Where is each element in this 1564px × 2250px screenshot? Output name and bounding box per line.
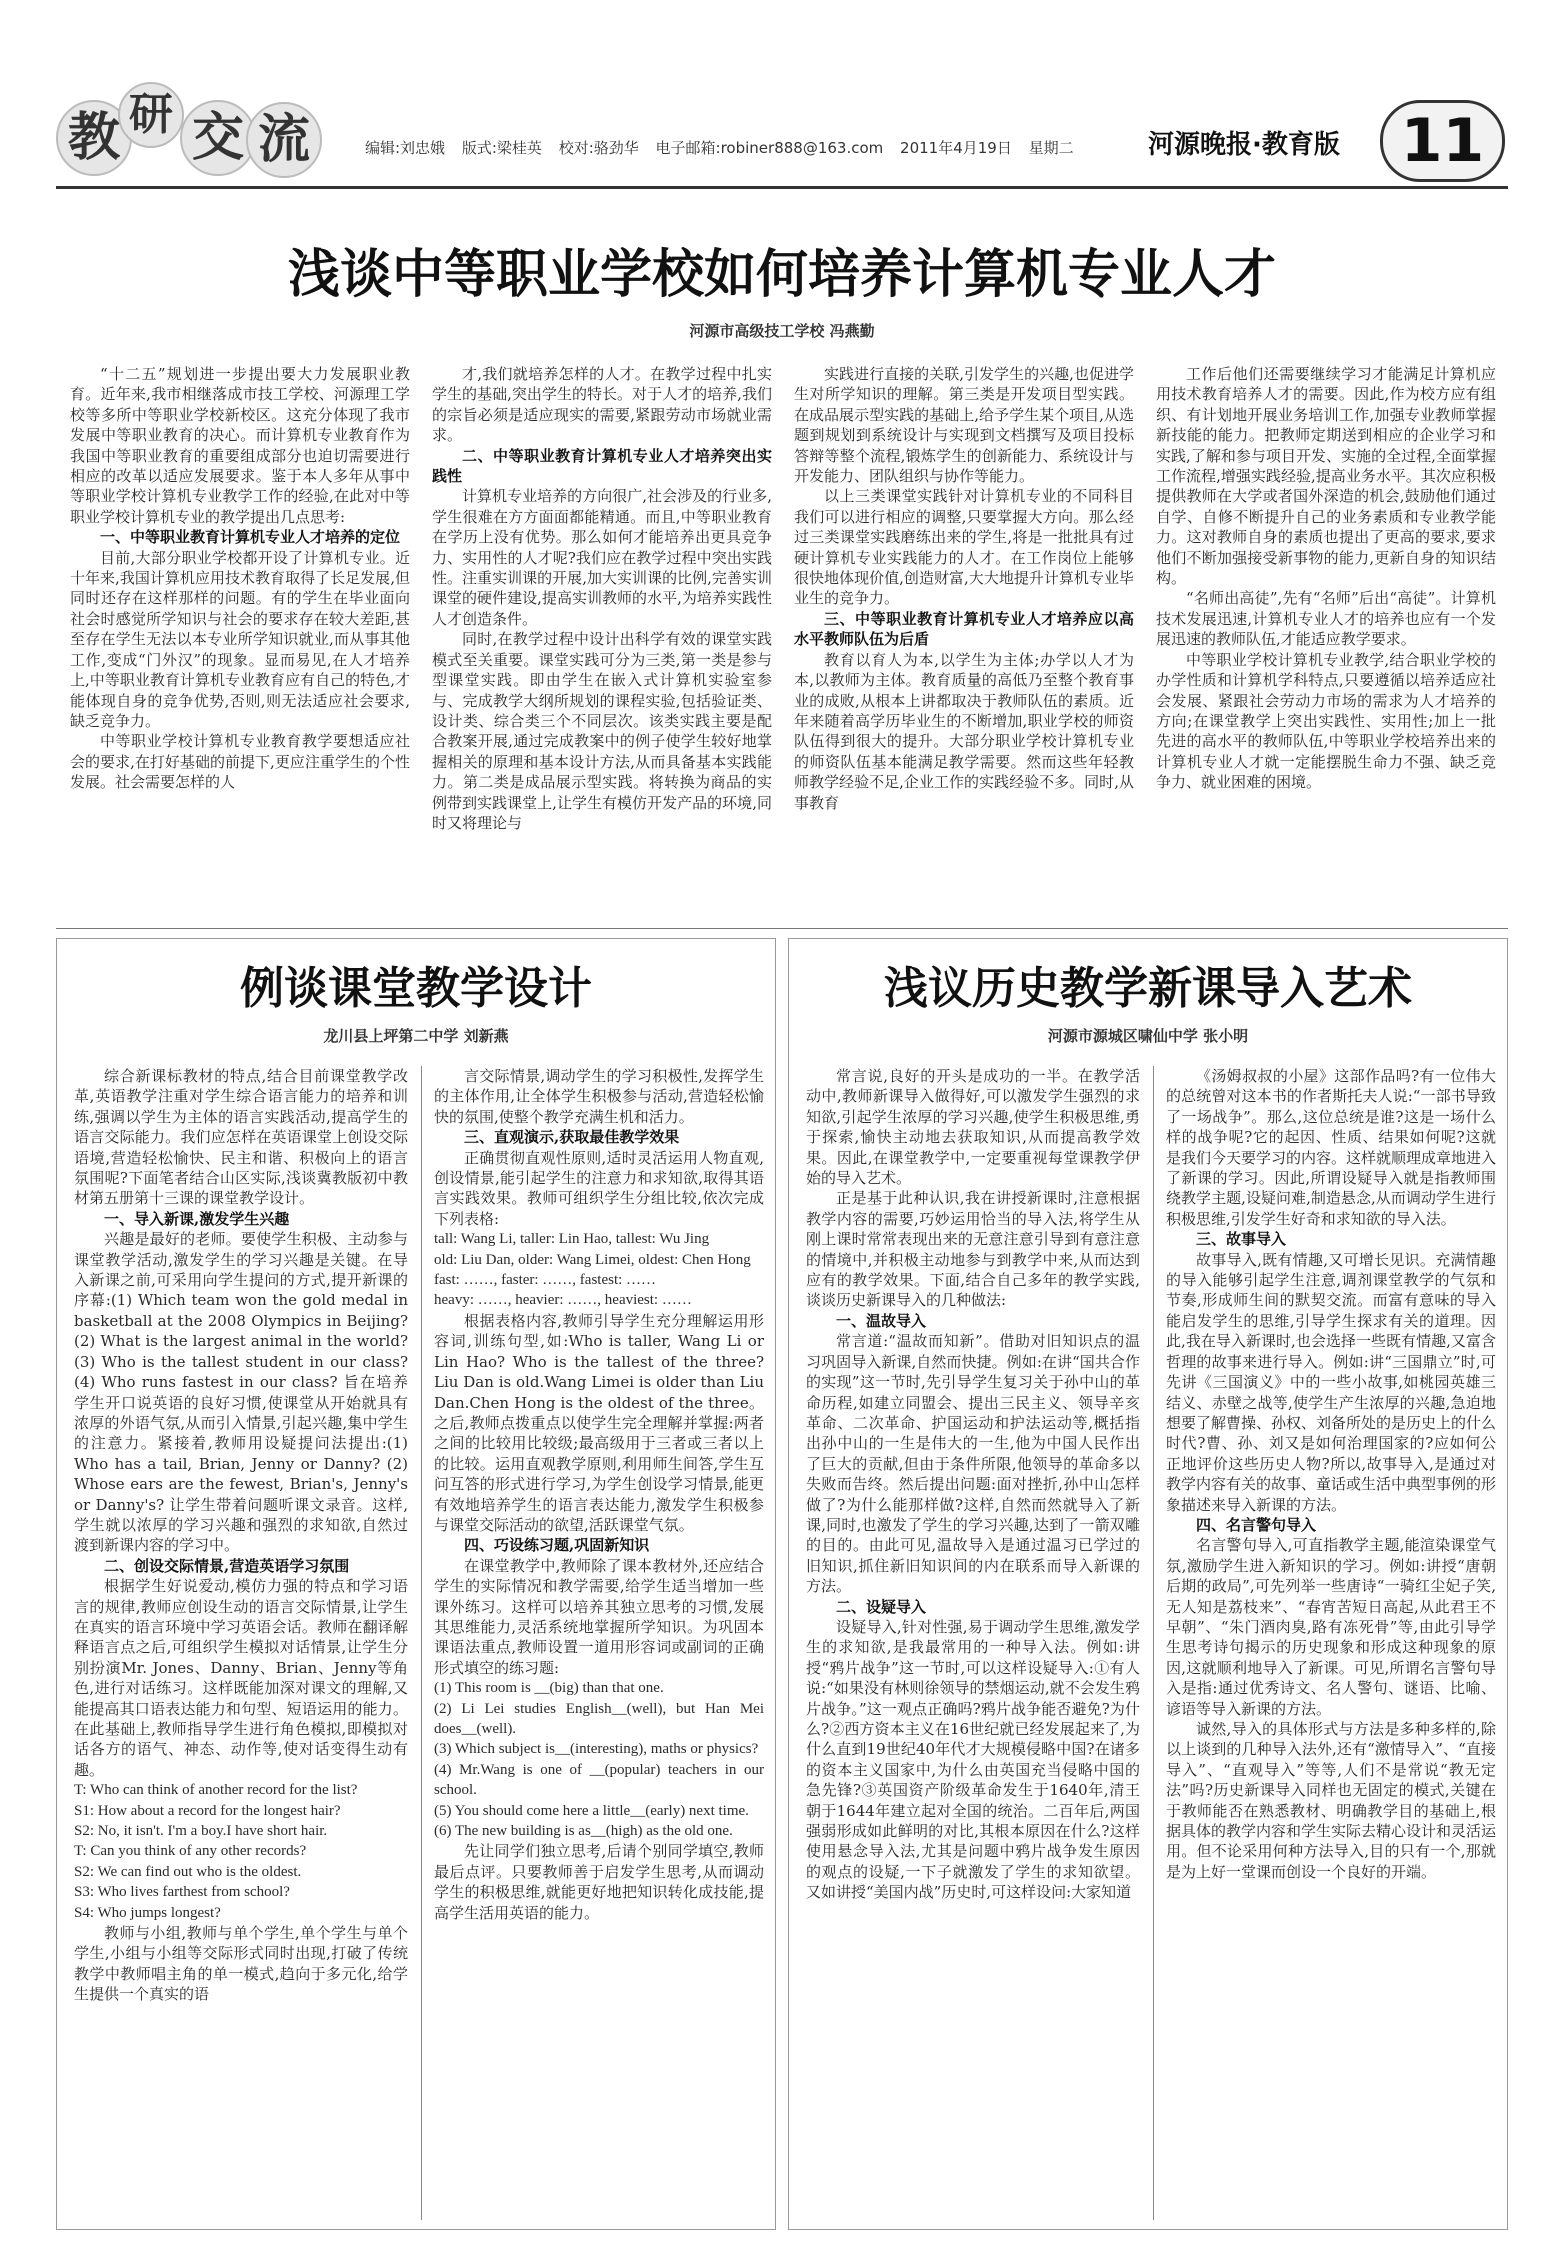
- section-heading: 二、设疑导入: [836, 1597, 927, 1616]
- layout-credit: 版式:梁桂英: [461, 139, 542, 157]
- article1-column-1: [70, 364, 410, 920]
- article2-column-1: [74, 1066, 408, 2220]
- section-char: 交: [180, 100, 256, 176]
- paragraph: 目前,大部分职业学校都开设了计算机专业。近十年来,我国计算机应用技术教育取得了长足发展,但同时还存在这样那样的问题。有的学生在毕业面向社会时感觉所学知识与社会的要求存在较大差距,甚至存在学生无法以本专业所学知识就业,而从事其他工作,变成“门外汉”的现象。显而易见,在人才培养上,中等职业教育计算机专业教育应有自己的特色,才能体现自身的竞争优势,否则,则无法适应社会要求,缺乏竞争力。: [70, 548, 410, 730]
- proof-credit: 校对:骆劲华: [558, 139, 639, 157]
- paragraph: 才,我们就培养怎样的人才。在教学过程中扎实学生的基础,突出学生的特长。对于人才的培养,我们的宗旨必须是适应现实的需要,紧跟劳动市场就业需求。: [432, 365, 772, 445]
- section-heading: 三、直观演示,获取最佳教学效果: [464, 1128, 680, 1147]
- section-heading: 二、中等职业教育计算机专业人才培养突出实践性: [432, 446, 772, 486]
- article3-column-1: [806, 1066, 1140, 2220]
- newspaper-brand: 河源晚报·教育版: [1148, 130, 1340, 160]
- article1-column-4: [1156, 364, 1496, 920]
- article1-column-3: [794, 364, 1134, 920]
- article1-byline: 河源市高级技工学校 冯燕勤: [689, 322, 875, 340]
- paragraph: S2: We can find out who is the oldest.: [74, 1863, 302, 1880]
- paragraph: 教育以育人为本,以学生为主体;办学以人才为本,以教师为主体。教育质量的高低乃至整个教育事业的成败,从根本上讲都取决于教师队伍的素质。近年来随着高学历毕业生的不断增加,职业学校的师资队伍得到很大的提升。大部分职业学校计算机专业的师资队伍基本能满足教学需要。然而这些年轻教师教学经验不足,企业工作的实践经验不多。同时,从事教育: [794, 650, 1134, 812]
- paragraph: 先让同学们独立思考,后请个别同学填空,教师最后点评。只要教师善于启发学生思考,从而调动学生的积极思维,就能更好地把知识转化成技能,提高学生活用英语的能力。: [434, 1842, 764, 1922]
- section-heading: 四、巧设练习题,巩固新知识: [464, 1536, 650, 1555]
- section-char: 研: [118, 82, 184, 148]
- paragraph: 常言说,良好的开头是成功的一半。在教学活动中,教师新课导入做得好,可以激发学生强烈的求知欲,引起学生浓厚的学习兴趣,使学生积极思维,勇于探索,愉快主动地去获取知识,从而提高教学效果。因此,在课堂教学中,一定要重视每堂课教学伊始的导入艺术。: [806, 1067, 1140, 1188]
- paragraph: 同时,在教学过程中设计出科学有效的课堂实践模式至关重要。课堂实践可分为三类,第一类是参与型课堂实践。即由学生在嵌入式计算机实验室参与、完成教学大纲所规划的课程实验,包括验证类、设计类、综合类三个不同层次。该类实践主要是配合教案开展,通过完成教案中的例子使学生较好地掌握相关的原理和基本设计方法,从而具备基本实践能力。第二类是成品展示型实践。将转换为商品的实例带到实践课堂上,让学生有模仿开发产品的环境,同时又将理论与: [432, 630, 772, 832]
- header-info: [365, 137, 1086, 158]
- editor-credit: 编辑:刘忠娥: [365, 139, 446, 157]
- paragraph: heavy: ……, heavier: ……, heaviest: ……: [434, 1292, 692, 1309]
- paragraph: 实践进行直接的关联,引发学生的兴趣,也促进学生对所学知识的理解。第三类是开发项目型实践。在成品展示型实践的基础上,给予学生某个项目,从选题到规划到系统设计与实现到文档撰写及项目投标答辩等整个流程,锻炼学生的创新能力、系统设计与开发能力、团队组织与协作等能力。: [794, 365, 1134, 486]
- contact-email: 电子邮箱:robiner888@163.com: [655, 139, 884, 157]
- paragraph: 诚然,导入的具体形式与方法是多种多样的,除以上谈到的几种导入法外,还有“激情导入”、“直接导入”、“直观导入”等等,人们不是常说“教无定法”吗?历史新课导入同样也无固定的模式,关键在于教师能否在熟悉教材、明确教学目的基础上,根据具体的教学内容和学生实际去精心设计和灵活运用。但不论采用何种方法导入,目的只有一个,那就是为上好一堂课而创设一个良好的开端。: [1166, 1720, 1496, 1881]
- paragraph: T: Who can think of another record for the list?: [74, 1782, 358, 1799]
- column-divider: [421, 1066, 422, 2220]
- paragraph: 中等职业学校计算机专业教育教学要想适应社会的要求,在打好基础的前提下,更应注重学生的个性发展。社会需要怎样的人: [70, 732, 410, 792]
- paragraph: 兴趣是最好的老师。要使学生积极、主动参与课堂教学活动,激发学生的学习兴趣是关键。在导入新课之前,可采用向学生提问的方式,提开新课的序幕:(1) Which team won the gold medal in basketball at the 2008 Olympics in Beijing? (2) What is the largest animal in the world? (3) Who is the tallest student in our class? (4) Who runs fastest in our class? 旨在培养学生开口说英语的良好习惯,使课堂从开始就具有浓厚的外语气氛,从而引入情景,引起兴趣,集中学生的注意力。紧接着,教师用设疑提问法提出:(1) Who has a tail, Brian, Jenny or Danny? (2) Whose ears are the fewest, Brian's, Jenny's or Danny's? 让学生带着问题听课文录音。这样,学生就以浓厚的学习兴趣和强烈的求知欲,自然过渡到新课内容的学习中。: [74, 1230, 408, 1555]
- section-heading: 一、导入新课,激发学生兴趣: [104, 1209, 290, 1228]
- paragraph: 正确贯彻直观性原则,适时灵活运用人物直观,创设情景,能引起学生的注意力和求知欲,取得其语言实践效果。教师可组织学生分组比较,依次完成下列表格:: [434, 1148, 764, 1228]
- paragraph: (3) Which subject is__(interesting), maths or physics?: [434, 1741, 759, 1758]
- paragraph: (6) The new building is as__(high) as the old one.: [434, 1823, 733, 1840]
- paragraph: 中等职业学校计算机专业教学,结合职业学校的办学性质和计算机学科特点,只要遵循以培养适应社会发展、紧跟社会劳动力市场的需求为人才培养的方向;在课堂教学上突出实践性、实用性;加上一批先进的高水平的教师队伍,中等职业学校培养出来的计算机专业人才就一定能摆脱生命力不强、缺乏竞争力、就业困难的困境。: [1156, 650, 1496, 792]
- paragraph: 教师与小组,教师与单个学生,单个学生与单个学生,小组与小组等交际形式同时出现,打破了传统教学中教师唱主角的单一模式,趋向于多元化,给学生提供一个真实的语: [74, 1924, 408, 2004]
- paragraph: 正是基于此种认识,我在讲授新课时,注意根据教学内容的需要,巧妙运用恰当的导入法,将学生从刚上课时常常表现出来的无意注意引导到有意注意的情境中,并积极主动地参与到教学中来,从而达到应有的教学效果。下面,结合自己多年的教学实践,谈谈历史新课导入的几种做法:: [806, 1189, 1140, 1310]
- section-heading: 四、名言警句导入: [1196, 1515, 1317, 1534]
- paragraph: 根据表格内容,教师引导学生充分理解运用形容词,训练句型,如:Who is taller, Wang Li or Lin Hao? Who is the tallest of the three? Liu Dan is old.Wang Limei is older than Liu Dan.Chen Hong is the oldest of the three。之后,教师点拨重点以使学生完全理解并掌握:两者之间的比较用比较级;最高级用于三者或三者以上的比较。运用直观教学原则,利用师生间答,学生互问互答的形式进行学习,为学生创设学习情景,能更有效地培养学生的语言表达能力,激发学生积极参与课堂交际活动的欲望,活跃课堂气氛。: [434, 1311, 764, 1534]
- paragraph: fast: ……, faster: ……, fastest: ……: [434, 1272, 657, 1289]
- paragraph: (1) This room is __(big) than that one.: [434, 1680, 664, 1697]
- paragraph: “十二五”规划进一步提出要大力发展职业教育。近年来,我市相继落成市技工学校、河源理工学校等多所中等职业学校新校区。这充分体现了我市发展中等职业教育的决心。而计算机专业教育作为我国中等职业教育的重要组成部分也迫切需要进行相应的改革以适应发展要求。鉴于本人多年从事中等职业学校计算机专业教学工作的经验,在此对中等职业学校计算机专业的教学提出几点思考:: [70, 365, 410, 526]
- paragraph: 以上三类课堂实践针对计算机专业的不同科目我们可以进行相应的调整,只要掌握大方向。那么经过三类课堂实践磨练出来的学生,将是一批批具有过硬计算机专业实践能力的人才。在工作岗位上能够很快地体现价值,创造财富,大大地提升计算机专业毕业生的竞争力。: [794, 487, 1134, 608]
- paragraph: 根据学生好说爱动,模仿力强的特点和学习语言的规律,教师应创设生动的语言交际情景,让学生在真实的语言环境中学习英语会话。教师在翻译解释语言点之后,可组织学生模拟对话情景,让学生分别扮演Mr. Jones、Danny、Brian、Jenny等角色,进行对话练习。这样既能加深对课文的理解,又能提高其口语表达能力和句型、短语运用的能力。在此基础上,教师指导学生进行角色模拟,即模拟对话各方的语气、神态、动作等,使对话变得生动有趣。: [74, 1577, 408, 1779]
- paragraph: 计算机专业培养的方向很广,社会涉及的行业多,学生很难在方方面面都能精通。而且,中等职业教育在学历上没有优势。那么如何才能培养出更具竞争力、实用性的人才呢?我们应在教学过程中突出实践性。注重实训课的开展,加大实训课的比例,完善实训课堂的硬件建设,提高实训教师的水平,为培养实践性人才创造条件。: [432, 487, 772, 628]
- article3-byline: 河源市源城区啸仙中学 张小明: [1047, 1027, 1249, 1045]
- section-badge: [56, 89, 326, 176]
- paragraph: S1: How about a record for the longest hair?: [74, 1802, 341, 1819]
- paragraph: 在课堂教学中,教师除了课本教材外,还应结合学生的实际情况和教学需要,给学生适当增加一些课外练习。这样可以培养其独立思考的习惯,发展其思维能力,灵活系统地掌握所学知识。为巩固本课语法重点,教师设置一道用形容词或副词的正确形式填空的练习题:: [434, 1556, 764, 1677]
- paragraph: 常言道:“温故而知新”。借助对旧知识点的温习巩固导入新课,自然而快捷。例如:在讲“国共合作的实现”这一节时,先引导学生复习关于孙中山的革命历程,如建立同盟会、提出三民主义、领导辛亥革命、二次革命、护国运动和护法运动等,概括指出孙中山的一生是伟大的一生,他为中国人民作出了巨大的贡献,但由于条件所限,他领导的革命多以失败而告终。然后提出问题:面对挫折,孙中山怎样做了?为什么能那样做?这样,自然而然就导入了新课,同时,也激发了学生的学习兴趣,达到了一箭双雕的目的。由此可见,温故导入是通过温习已学过的旧知识,抓住新旧知识间的内在联系而导入新课的方法。: [806, 1332, 1140, 1596]
- paragraph: (2) Li Lei studies English__(well), but Han Mei does__(well).: [434, 1700, 764, 1737]
- paragraph: 《汤姆叔叔的小屋》这部作品吗?有一位伟大的总统曾对这本书的作者斯托夫人说:“一部书导致了一场战争”。那么,这位总统是谁?这是一场什么样的战争呢?它的起因、性质、结果如何呢?这就是我们今天要学习的内容。这样就顺理成章地进入了新课的学习。因此,所谓设疑导入就是指教师围绕教学主题,设疑问难,制造悬念,从而调动学生进行积极思维,引发学生好奇和求知欲的导入法。: [1166, 1067, 1496, 1228]
- section-heading: 三、中等职业教育计算机专业人才培养应以高水平教师队伍为后盾: [794, 609, 1134, 649]
- article2-byline: 龙川县上坪第二中学 刘新燕: [323, 1027, 509, 1045]
- article3-column-2: [1166, 1066, 1496, 2220]
- section-heading: 一、中等职业教育计算机专业人才培养的定位: [100, 528, 401, 547]
- column-divider: [1153, 1066, 1154, 2220]
- paragraph: tall: Wang Li, taller: Lin Hao, tallest: Wu Jing: [434, 1231, 710, 1248]
- paragraph: 工作后他们还需要继续学习才能满足计算机应用技术教育培养人才的需要。因此,作为校方应有组织、有计划地开展业务培训工作,加强专业教师掌握新技能的能力。把教师定期送到相应的企业学习和实践,了解和参与项目开发、实施的全过程,全面掌握工作流程,增强实践经验,提高业务水平。其次应积极提供教师在大学或者国外深造的机会,鼓励他们通过自学、自修不断提升自己的业务素质和专业教学能力。这对教师自身的素质也提出了更高的要求,要求他们不断加强接受新事物的能力,更新自身的知识结构。: [1156, 365, 1496, 588]
- paragraph: 言交际情景,调动学生的学习积极性,发挥学生的主体作用,让全体学生积极参与活动,营造轻松愉快的氛围,使整个教学充满生机和活力。: [434, 1067, 764, 1126]
- article1-rule: [56, 928, 1508, 929]
- article2-column-2: [434, 1066, 764, 2220]
- paragraph: S2: No, it isn't. I'm a boy.I have short hair.: [74, 1823, 328, 1840]
- paragraph: old: Liu Dan, older: Wang Limei, oldest: Chen Hong: [434, 1251, 751, 1268]
- paragraph: S4: Who jumps longest?: [74, 1904, 221, 1921]
- issue-weekday: 星期二: [1028, 139, 1074, 157]
- paragraph: (5) You should come here a little__(early) next time.: [434, 1802, 749, 1819]
- article1-column-2: [432, 364, 772, 920]
- paragraph: (4) Mr.Wang is one of __(popular) teachers in our school.: [434, 1761, 764, 1799]
- paragraph: S3: Who lives farthest from school?: [74, 1884, 290, 1901]
- paragraph: 故事导入,既有情趣,又可增长见识。充满情趣的导入能够引起学生注意,调剂课堂教学的气氛和节奏,形成师生间的默契交流。而富有意味的导入能启发学生的思维,引导学生探求有关的道理。因此,我在导入新课时,也会选择一些既有情趣,又富含哲理的故事来进行导入。例如:讲“三国鼎立”时,可先讲《三国演义》中的一些小故事,如桃园英雄三结义、赤壁之战等,使学生产生浓厚的兴趣,急迫地想要了解曹操、孙权、刘备所处的是历史上的什么时代?曹、孙、刘又是如何治理国家的?应如何公正地评价这些历史人物?所以,故事导入,是通过对教学内容有关的故事、童话或生活中典型事例的形象描述来导入新课的方法。: [1166, 1250, 1496, 1514]
- section-heading: 一、温故导入: [836, 1311, 927, 1330]
- section-heading: 二、创设交际情景,营造英语学习氛围: [104, 1556, 350, 1575]
- article1-title: 浅谈中等职业学校如何培养计算机专业人才: [287, 245, 1276, 305]
- paragraph: 综合新课标教材的特点,结合目前课堂教学改革,英语教学注重对学生综合语言能力的培养和训练,强调以学生为主体的语言实践活动,提高学生的语言交际能力。我们应怎样在英语课堂上创设交际语境,营造轻松愉快、民主和谐、积极向上的语言氛围呢?下面笔者结合山区实际,浅谈冀教版初中教材第五册第十三课的课堂教学设计。: [74, 1067, 408, 1208]
- masthead-rule: [56, 186, 1508, 189]
- paragraph: 设疑导入,针对性强,易于调动学生思维,激发学生的求知欲,是我最常用的一种导入法。例如:讲授“鸦片战争”这一节时,可以这样设疑导入:①有人说:“如果没有林则徐领导的禁烟运动,就不会发生鸦片战争。”这一观点正确吗?鸦片战争能否避免?为什么?②西方资本主义在16世纪就已经发展起来了,为什么直到19世纪40年代才大规模侵略中国?在诸多的资本主义国家中,为什么由英国充当侵略中国的急先锋?③英国资产阶级革命发生于1640年,清王朝于1644年建立起对全国的统治。二百年后,两国强弱形成如此鲜明的对比,其根本原因在什么?这样使用悬念导入法,尤其是问题中鸦片战争发生原因的观点的设疑,一下子就激发了学生的求知欲望。又如讲授“美国内战”历史时,可这样设问:大家知道: [806, 1617, 1140, 1902]
- article3-title: 浅议历史教学新课导入艺术: [884, 963, 1412, 1014]
- issue-date: 2011年4月19日: [900, 139, 1012, 157]
- section-char: 教: [56, 100, 132, 176]
- paragraph: “名师出高徒”,先有“名师”后出“高徒”。计算机技术发展迅速,计算机专业人才的培养也应有一个发展迅速的教师队伍,才能适应教学要求。: [1156, 589, 1496, 649]
- paragraph: 名言警句导入,可直指教学主题,能渲染课堂气氛,激励学生进入新知识的学习。例如:讲授“唐朝后期的政局”,可先列举一些唐诗“一骑红尘妃子笑,无人知是荔枝来”、“春宵苦短日高起,从此君王不早朝”、“朱门酒肉臭,路有冻死骨”等,由此引导学生思考诗句揭示的历史现象和形成这种现象的原因,这就顺利地导入了新课。可见,所谓名言警句导入是指:通过优秀诗文、名人警句、谜语、比喻、谚语等导入新课的方法。: [1166, 1536, 1496, 1718]
- paragraph: T: Can you think of any other records?: [74, 1843, 307, 1860]
- article2-title: 例谈课堂教学设计: [240, 963, 592, 1014]
- page-number: 11: [1380, 100, 1505, 182]
- section-heading: 三、故事导入: [1196, 1230, 1287, 1249]
- section-char: 流: [246, 102, 322, 178]
